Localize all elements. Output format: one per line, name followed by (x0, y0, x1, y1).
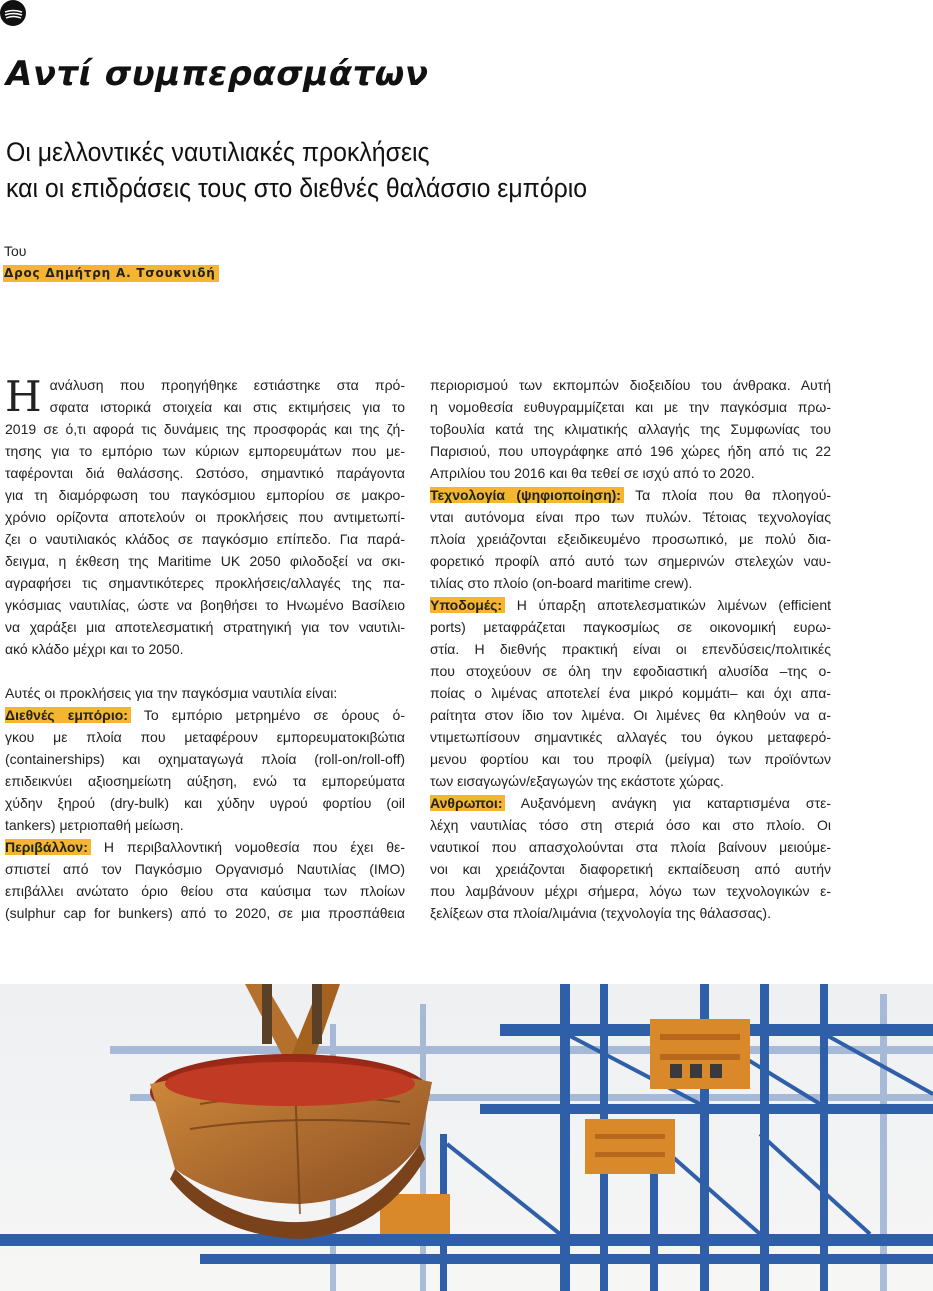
body-line: ξελίξεων στα πλοία/λιμάνια (τεχνολογία της θάλασσας). (430, 905, 771, 921)
body-line: Παρισιού, που υπογράφηκε από 196 χώρες ήδη από τις 22 (430, 443, 831, 459)
article-title (6, 134, 587, 206)
body-line: (containerships) και οχηματαγωγά πλοία (roll-on/roll-off) (5, 751, 405, 767)
body-line: μενου φορτίου και του προφίλ (μείγμα) των προϊόντων (430, 751, 831, 767)
lead-line: Αυτές οι προκλήσεις για την παγκόσμια ναυτιλία είναι: (5, 685, 338, 701)
body-line: ακό κλάδο μέχρι και το 2050. (5, 641, 184, 657)
body-line: τοβουλία κατά της κλιματικής αλλαγής της Συμφωνίας του (430, 421, 831, 437)
body-line: τησης για το εμπόριο των κύριων εμπορευμάτων που με- (5, 443, 405, 459)
port-crane-photo (0, 984, 933, 1291)
body-line: ζει ο ναυτιλιακός κλάδος σε παγκόσμιο επίπεδο. Για παρά- (5, 531, 405, 547)
body-line: πλοία χρειάζονται εξειδικευμένο προσωπικό, με πολύ δια- (430, 531, 831, 547)
body-line: δειγμα, η έκθεση της Maritime UK 2050 φιλοδοξεί να σκι- (5, 553, 405, 569)
section-title: Αντί συμπερασμάτων (6, 54, 429, 94)
body-line: ανάλυση που προηγήθηκε εστιάστηκε στα πρό- (49, 377, 405, 393)
body-line: ports) μεταφράζεται παγκοσμίως σε οικονομική ευρω- (430, 619, 831, 635)
body-line: χύδην ξηρού (dry-bulk) και χύδην υγρού φορτίου (oil (5, 795, 405, 811)
body-line: επιβάλλει ανώτατο όριο θείου στα καύσιμα των πλοίων (5, 883, 405, 899)
right-column (430, 374, 831, 924)
body-line: νοι και χρειάζονται διαφορετική εκπαίδευση από αυτήν (430, 861, 831, 877)
body-line: στία. Η διεθνής πρακτική είναι οι επενδύσεις/πολιτικές (430, 641, 831, 657)
left-column (5, 374, 405, 924)
environment-label: Περιβάλλον: (5, 839, 91, 855)
byline-prefix: Του (4, 243, 27, 259)
body-line: Υποδομές: Η ύπαρξη αποτελεσματικών λιμένων (efficient (430, 597, 831, 613)
body-line: για τη διαμόρφωση του παγκόσμιου εμπορίου σε μακρο- (5, 487, 405, 503)
body-line: σπιστεί από τον Παγκόσμιο Οργανισμό Ναυτιλίας (IMO) (5, 861, 405, 877)
body-line: γκου με πλοία που μεταφέρουν εμπορευματοκιβώτια (5, 729, 405, 745)
body-line: Ανθρωποι: Αυξανόμενη ανάγκη για καταρτισμένα στε- (430, 795, 832, 811)
body-line: (sulphur cap for bunkers) από το 2020, σε μια προσπάθεια (5, 905, 405, 921)
body-line: που λαμβάνουν μέχρι σήμερα, λόγω των τεχνολογικών ε- (430, 883, 831, 899)
body-line: ραίτητα στον ίδιο τον λιμένα. Οι λιμένες θα κληθούν να α- (430, 707, 831, 723)
drop-cap: Η (5, 372, 42, 421)
body-line: που στοχεύουν σε όλη την εφοδιαστική αλυσίδα –της ο- (430, 663, 831, 679)
infrastructure-label: Υποδομές: (430, 597, 505, 613)
trade-label: Διεθνές εμπόριο: (5, 707, 131, 723)
body-line: των εισαγωγών/εξαγωγών της εκάστοτε χώρας. (430, 773, 724, 789)
body-line: ναυτικοί που απασχολούνται στα πλοία βαίνουν μειούμε- (430, 839, 831, 855)
body-line: σφατα ιστορικά στοιχεία και στις εκτιμήσεις για το (49, 399, 405, 415)
body-line: 2019 σε ό,τι αφορά τις δυνάμεις της προσφοράς και της ζή- (5, 421, 405, 437)
article-title-line: και οι επιδράσεις τους στο διεθνές θαλάσσιο εμπόριο (6, 173, 588, 203)
body-line: Περιβάλλον: Η περιβαλλοντική νομοθεσία που έχει θε- (5, 839, 405, 855)
article-title-line: Οι μελλοντικές ναυτιλιακές προκλήσεις (6, 137, 430, 167)
body-line: φορετικό προφίλ από αυτό των σημερινών στελεχών ναυ- (430, 553, 831, 569)
body-line: Τεχνολογία (ψηφιοποίηση): Τα πλοία που θα πλοηγού- (430, 487, 832, 503)
body-line: ταφέρονται διά θαλάσσης. Ωστόσο, σημαντικό παράγοντα (5, 465, 405, 481)
body-line: ποίας ο λιμένας αποτελεί ένα μικρό κομμάτι– και όχι απα- (430, 685, 831, 701)
body-line: tankers) μετριοπαθή μείωση. (5, 817, 184, 833)
author-name: Δρος Δημήτρη Α. Τσουκνιδή (3, 265, 219, 282)
body-line: χρόνιο ορίζοντα αποτελούν οι προκλήσεις που αντιμετωπί- (5, 509, 405, 525)
magazine-logo-icon (0, 0, 30, 30)
body-line: νται αυτόνομα είναι προ των πυλών. Τέτοιας τεχνολογίας (430, 509, 831, 525)
body-line: περιορισμού των εκπομπών διοξειδίου του άνθρακα. Αυτή (430, 377, 831, 393)
body-line: λέχη ναυτιλίας τόσο στη στεριά όσο και στο πλοίο. Οι (430, 817, 831, 833)
body-line: Απριλίου του 2016 και θα τεθεί σε ισχύ από το 2020. (430, 465, 755, 481)
body-line: να χαράξει μια αποτελεσματική στρατηγική για τον ναυτιλι- (5, 619, 405, 635)
body-line: γκόσμιας ναυτιλίας, ώστε να βοηθήσει το Ηνωμένο Βασίλειο (5, 597, 405, 613)
body-line: η νομοθεσία ευθυγραμμίζεται και με την παγκόσμια πρω- (430, 399, 831, 415)
body-line: αγραφήσει τις σημαντικότερες προκλήσεις/αλλαγές της πα- (5, 575, 405, 591)
body-line: Διεθνές εμπόριο: Το εμπόριο μετρημένο σε όρους ό- (5, 707, 405, 723)
body-line: τιλίας στο πλοίο (on-board maritime crew). (430, 575, 693, 591)
people-label: Ανθρωποι: (430, 795, 505, 811)
body-line: επιδεικνύει αξιοσημείωτη αύξηση, ενώ τα εμπορεύματα (5, 773, 405, 789)
body-line: ντιμετωπίσουν σημαντικές αλλαγές του όγκου μεταφερό- (430, 729, 831, 745)
technology-label: Τεχνολογία (ψηφιοποίηση): (430, 487, 624, 503)
